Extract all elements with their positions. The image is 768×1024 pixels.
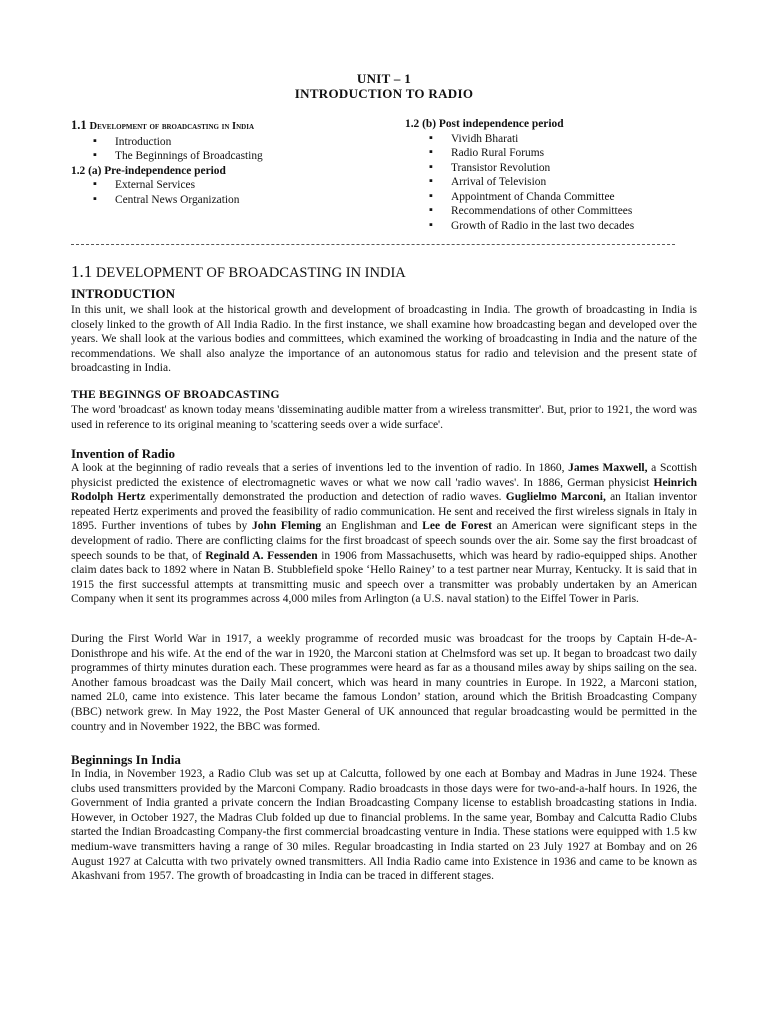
ww1-paragraph: During the First World War in 1917, a weekly programme of recorded music was broadcast for the troops by Captain H-de-A-Donisthrope and his wife. At the end of the war in 1920, the Marconi station at Chelmsford was set up. It began to broadcast two daily programmes of thirty minutes duration each. These programmes were heard as far as a thousand miles away by ships sailing on the sea. Another famous broadcast was the Daily Mail concert, which was heard in many countries in Europe. In 1922, a Marconi station, named 2L0, came into existence. This later became the famous London’ station, around which the British Broadcasting Company (BBC) network grew. In May 1922, the Post Master General of UK announced that regular broadcasting would be permitted in the country and in November 1922, the BBC was formed. <box>71 633 697 733</box>
person-name: Lee de Forest <box>422 520 492 533</box>
india-paragraph: In India, in November 1923, a Radio Club was set up at Calcutta, followed by one each at Bombay and Madras in June 1924. These clubs used transmitters provided by the Marconi Company. Radio broadcasts in those days were for two-and-a-half hours. In 1926, the Government of India granted a private concern the Indian Broadcasting Company license to establish broadcasting stations in India. However, in October 1927, the Madras Club folded up due to financial problems. In the same year, Bombay and Calcutta Radio Clubs started the Indian Broadcasting Company-the first commercial broadcasting venture in India. These stations were equipped with 1.5 kw medium-wave transmitters having a range of 30 miles. Regular broadcasting in India started on 23 July 1927 at Bombay and on 26 August 1927 at Calcutta with two privately owned transmitters. All India Radio came into Existence in 1936 and came to be known as Akashvani from 1957. The growth of broadcasting in India can be traced in different stages. <box>71 768 697 883</box>
invention-heading: Invention of Radio <box>71 446 176 461</box>
toc-list-1-2b <box>405 132 705 234</box>
section-title-text: DEVELOPMENT OF BROADCASTING IN INDIA <box>95 265 406 281</box>
toc-item: ▪ Growth of Radio in the last two decades <box>405 219 705 234</box>
toc-heading-text: Development of broadcasting in India <box>89 121 255 132</box>
dashed-divider <box>71 244 675 245</box>
toc-item: ▪ Vividh Bharati <box>405 132 705 147</box>
toc-heading-1-2b: 1.2 (b) Post independence period <box>405 118 564 130</box>
text-run: A look at the beginning of radio reveals that a series of inventions led to the invention of radio. In 1860, <box>71 462 569 474</box>
text-run: in 1906 from Massachusetts, which was heard by radio-equipped ships. Another claim dates back to 1892 where in Natan B. Stubblefield spoke ‘Hello Rainey’ to a test partner near Murray, Kentucky. It is said that in 1915 the first successful attempts at transmitting music and speech over a transmitter was probably undertaken by an American Company when it sent its programmes across 4,000 miles from Arlington (a U.S. naval station) to the Eiffel Tower in Paris. <box>71 549 697 606</box>
person-name: Guglielmo Marconi, <box>505 491 606 504</box>
section-number: 1.1 <box>71 262 93 281</box>
toc-item: ▪ Arrival of Television <box>405 175 705 190</box>
introduction-paragraph: In this unit, we shall look at the historical growth and development of broadcasting in India. The growth of broadcasting in India is closely linked to the growth of All India Radio. In the first instance, we shall examine how broadcasting began and developed over the years. We shall look at the various bodies and committees, which examined the working of broadcasting in India and the nature of the recommendations. We shall also analyze the importance of an autonomous status for radio and television and the present state of broadcasting in India. <box>71 304 697 375</box>
india-heading: Beginnings In India <box>71 752 181 767</box>
person-name: Reginald A. Fessenden <box>205 549 318 562</box>
toc-list-1-1 <box>71 135 391 164</box>
toc-item: ▪ External Services <box>71 178 391 193</box>
toc-item: ▪ Recommendations of other Committees <box>405 204 705 219</box>
toc-item: ▪ Appointment of Chanda Committee <box>405 190 705 205</box>
section-title <box>71 262 406 282</box>
toc-item: ▪ The Beginnings of Broadcasting <box>71 149 391 164</box>
toc-item: ▪ Radio Rural Forums <box>405 146 705 161</box>
text-run: an American were significant steps in the development of radio. There are conflicting claims for the first broadcast of speech sounds over the air. Some say the first broadcast of speech sounds to be that, of <box>71 520 697 562</box>
toc-item: ▪ Central News Organization <box>71 193 391 208</box>
person-name: James Maxwell, <box>568 462 648 474</box>
beginnings-paragraph: The word 'broadcast' as known today means 'disseminating audible matter from a wireless transmitter'. But, prior to 1921, the word was used in reference to its original meaning to 'scattering seeds over a wide surface'. <box>71 404 697 431</box>
person-name: Heinrich Rodolph Hertz <box>71 476 697 504</box>
toc-heading-number: 1.1 <box>71 118 87 132</box>
toc-left-column <box>71 118 391 207</box>
introduction-heading: INTRODUCTION <box>71 286 176 301</box>
beginnings-heading: THE BEGINNGS OF BROADCASTING <box>71 389 280 401</box>
invention-paragraph <box>71 461 697 607</box>
toc-heading-1-1 <box>71 118 391 135</box>
text-run: an Englishman and <box>321 520 423 533</box>
text-run: a Scottish physicist predicted the existence of electromagnetic waves or what we now call 'radio waves'. In 1886, German physicist <box>71 462 698 489</box>
toc-item: ▪ Introduction <box>71 135 391 150</box>
toc-item: ▪ Transistor Revolution <box>405 161 705 176</box>
person-name: John Fleming <box>251 520 322 533</box>
text-run: experimentally demonstrated the production and detection of radio waves. <box>145 491 506 504</box>
toc-heading-1-2a: 1.2 (a) Pre-independence period <box>71 164 226 177</box>
text-run: an Italian inventor repeated Hertz experiments and proved the feasibility of radio communication. He sent and received the first wireless signals in Italy in 1895. Further inventions of tubes by <box>71 491 697 533</box>
unit-title: INTRODUCTION TO RADIO <box>294 86 474 101</box>
toc-list-1-2a <box>71 178 391 207</box>
unit-label: UNIT – 1 <box>356 71 412 86</box>
toc-right-column <box>405 117 705 233</box>
